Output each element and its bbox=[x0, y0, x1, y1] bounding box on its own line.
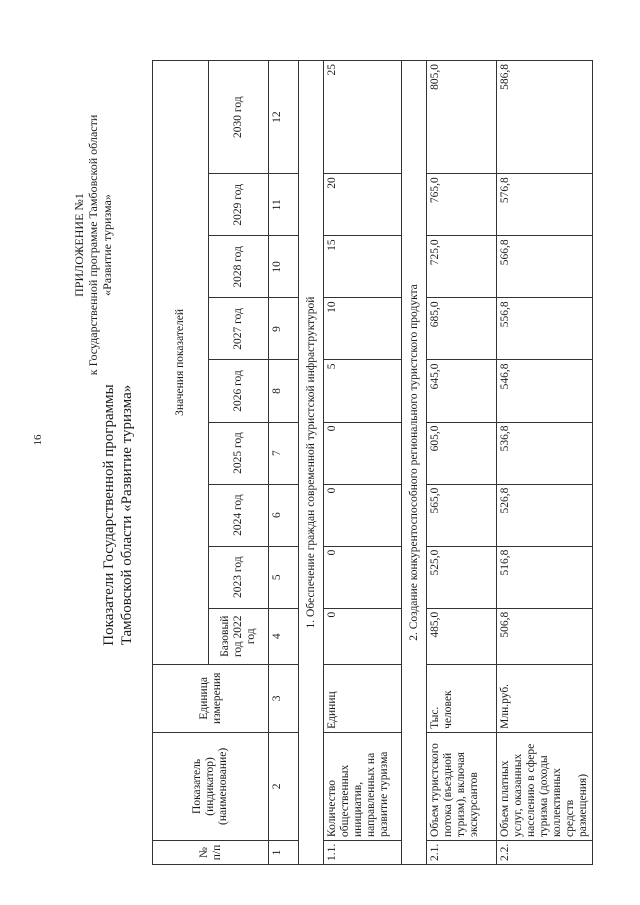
page-number: 16 bbox=[32, 434, 44, 446]
header-year: 2025 год bbox=[209, 422, 269, 484]
column-number: 6 bbox=[269, 484, 299, 546]
column-number: 4 bbox=[269, 608, 299, 664]
row-unit: Единиц bbox=[324, 664, 402, 732]
column-number: 12 bbox=[269, 61, 299, 174]
header-base-year: Базовый год 2022 год bbox=[209, 608, 269, 664]
row-value: 15 bbox=[324, 236, 402, 298]
row-value: 10 bbox=[324, 298, 402, 360]
row-value: 506,8 bbox=[497, 608, 593, 664]
header-year: 2029 год bbox=[209, 174, 269, 236]
table-row bbox=[497, 61, 593, 865]
row-unit: Млн.руб. bbox=[497, 664, 593, 732]
row-value: 5 bbox=[324, 360, 402, 422]
indicators-table bbox=[152, 60, 593, 865]
row-value: 556,8 bbox=[497, 298, 593, 360]
header-year: 2024 год bbox=[209, 484, 269, 546]
section-row bbox=[299, 61, 324, 865]
column-number: 10 bbox=[269, 236, 299, 298]
column-number: 8 bbox=[269, 360, 299, 422]
title-line-2: Тамбовской области «Развитие туризма» bbox=[119, 384, 135, 646]
section-title: 1. Обеспечение граждан современной туристской инфраструктурой bbox=[299, 61, 324, 865]
row-value: 605,0 bbox=[427, 422, 497, 484]
row-value: 536,8 bbox=[497, 422, 593, 484]
row-value: 685,0 bbox=[427, 298, 497, 360]
table-row bbox=[427, 61, 497, 865]
header-unit: Единица измерения bbox=[153, 664, 269, 732]
table-row bbox=[324, 61, 402, 865]
appendix-line-1: ПРИЛОЖЕНИЕ №1 bbox=[72, 193, 86, 297]
header-year: 2023 год bbox=[209, 546, 269, 608]
row-value: 0 bbox=[324, 546, 402, 608]
row-value: 566,8 bbox=[497, 236, 593, 298]
column-number: 5 bbox=[269, 546, 299, 608]
section-row bbox=[402, 61, 427, 865]
header-indicator: Показатель (индикатор) (наименование) bbox=[153, 732, 269, 840]
header-row-1 bbox=[153, 61, 209, 865]
section-title: 2. Создание конкурентоспособного регионального туристского продукта bbox=[402, 61, 427, 865]
row-value: 576,8 bbox=[497, 174, 593, 236]
row-value: 546,8 bbox=[497, 360, 593, 422]
header-year: 2027 год bbox=[209, 298, 269, 360]
appendix-line-3: «Развитие туризма» bbox=[100, 194, 114, 296]
row-value: 0 bbox=[324, 422, 402, 484]
row-value: 526,8 bbox=[497, 484, 593, 546]
row-indicator-name: Количество общественных инициатив, направленных на развитие туризма bbox=[324, 732, 402, 840]
row-number: 1.1. bbox=[324, 840, 402, 864]
row-value: 586,8 bbox=[497, 61, 593, 174]
row-value: 0 bbox=[324, 608, 402, 664]
header-year: 2026 год bbox=[209, 360, 269, 422]
row-value: 25 bbox=[324, 61, 402, 174]
row-value: 0 bbox=[324, 484, 402, 546]
row-value: 525,0 bbox=[427, 546, 497, 608]
title-line-1: Показатели Государственной программы bbox=[101, 384, 117, 646]
column-number: 3 bbox=[269, 664, 299, 732]
header-year: 2030 год bbox=[209, 61, 269, 174]
appendix-line-2: к Государственной программе Тамбовской области bbox=[86, 114, 100, 376]
row-value: 805,0 bbox=[427, 61, 497, 174]
row-value: 725,0 bbox=[427, 236, 497, 298]
row-value: 645,0 bbox=[427, 360, 497, 422]
column-number: 2 bbox=[269, 732, 299, 840]
header-year: 2028 год bbox=[209, 236, 269, 298]
row-value: 20 bbox=[324, 174, 402, 236]
row-indicator-name: Объем платных услуг, оказанных населению в сфере туризма (доходы коллективных средств размещения) bbox=[497, 732, 593, 840]
column-number: 7 bbox=[269, 422, 299, 484]
column-number-row bbox=[269, 61, 299, 865]
row-value: 765,0 bbox=[427, 174, 497, 236]
header-num: № п/п bbox=[153, 840, 269, 864]
row-number: 2.1. bbox=[427, 840, 497, 864]
header-values-group: Значения показателей bbox=[153, 61, 209, 665]
row-unit: Тыс. человек bbox=[427, 664, 497, 732]
column-number: 1 bbox=[269, 840, 299, 864]
row-number: 2.2. bbox=[497, 840, 593, 864]
row-value: 565,0 bbox=[427, 484, 497, 546]
row-indicator-name: Объем туристского потока (въездной туризм), включая экскурсантов bbox=[427, 732, 497, 840]
column-number: 11 bbox=[269, 174, 299, 236]
document-title bbox=[100, 255, 136, 775]
row-value: 485,0 bbox=[427, 608, 497, 664]
row-value: 516,8 bbox=[497, 546, 593, 608]
column-number: 9 bbox=[269, 298, 299, 360]
